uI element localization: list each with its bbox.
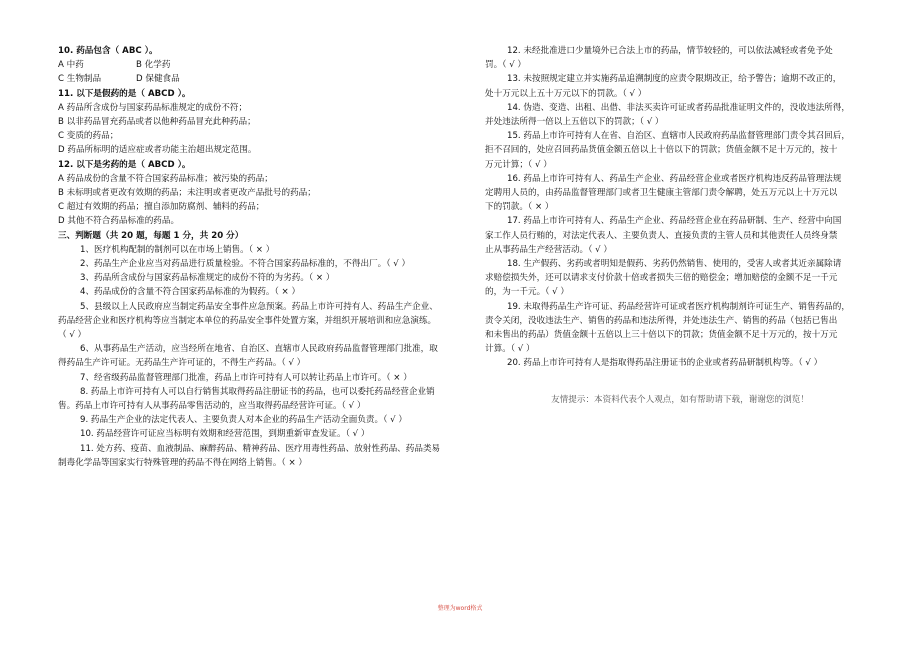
text-line: 定聘用人员的，由药品监督管理部门或者卫生健康主管部门责令解聘，处五万元以上十万元以 [485, 188, 838, 199]
footer-note: 整理为word格式 [437, 605, 483, 612]
text-line: 处十万元以上五十万元以下的罚款。（ √ ） [485, 88, 647, 99]
option-text: B 化学药 [136, 60, 171, 71]
text-line: 的，为一千元。（ √ ） [485, 287, 569, 298]
text-line: 责令关闭，没收违法生产、销售的药品和违法所得，并处违法生产、销售的药品（包括已售出 [485, 315, 838, 326]
text-line: D 其他不符合药品标准的药品。 [58, 216, 180, 227]
text-line: C 变质的药品； [58, 131, 119, 142]
text-line: 18. 生产假药、劣药或者明知是假药、劣药仍然销售、使用的，受害人或者其近亲属除请 [507, 259, 842, 270]
text-line: 止从事药品生产经营活动。（ √ ） [485, 244, 612, 255]
text-line: D 药品所标明的适应症或者功能主治超出规定范围。 [58, 145, 257, 156]
text-line: 下的罚款。（ × ） [485, 202, 554, 213]
text-line: 9. 药品生产企业的法定代表人、主要负责人对本企业的药品生产活动全面负责。（ √ ） [80, 415, 407, 426]
text-line: 6、从事药品生产活动，应当经所在地省、自治区、直辖市人民政府药品监督管理部门批准，取 [80, 344, 438, 355]
text-line: 2、药品生产企业应当对药品进行质量检验。不符合国家药品标准的，不得出厂。（ √ ） [80, 259, 411, 270]
text-line: 5、县级以上人民政府应当制定药品安全事件应急预案。药品上市许可持有人、药品生产企业、 [80, 301, 438, 312]
text-line: B 以非药品冒充药品或者以他种药品冒充此种药品； [58, 117, 256, 128]
section-heading: 12. 以下是劣药的是（ ABCD ）。 [58, 159, 191, 170]
text-line: 15. 药品上市许可持有人在省、自治区、直辖市人民政府药品监督管理部门责令其召回后， [507, 131, 850, 142]
friendly-tip: 友情提示：本资料代表个人观点，如有帮助请下载，谢谢您的浏览！ [551, 394, 809, 405]
text-line: 16. 药品上市许可持有人、药品生产企业、药品经营企业或者医疗机构违反药品管理法规 [507, 173, 842, 184]
text-line: 制毒化学品等国家实行特殊管理的药品不得在网络上销售。（ × ） [58, 457, 307, 468]
text-line: 3、药品所含成份与国家药品标准规定的成份不符的为劣药。（ × ） [80, 273, 335, 284]
left-column [58, 44, 478, 470]
text-line: B 未标明或者更改有效期的药品；未注明或者更改产品批号的药品； [58, 188, 316, 199]
option-text: A 中药 [58, 60, 84, 71]
text-line: 得药品生产许可证。无药品生产许可证的，不得生产药品。（ √ ） [58, 358, 306, 369]
text-line: 求赔偿损失外，还可以请求支付价款十倍或者损失三倍的赔偿金；增加赔偿的金额不足一千元 [485, 273, 838, 284]
option-row [58, 72, 478, 86]
section-heading: 11. 以下是假药的是（ ABCD ）。 [58, 88, 191, 99]
text-line: 11. 处方药、疫苗、血液制品、麻醉药品、精神药品、医疗用毒性药品、放射性药品、药品类易 [80, 443, 441, 454]
text-line: 7、经省级药品监督管理部门批准，药品上市许可持有人可以转让药品上市许可。（ × ） [80, 372, 412, 383]
text-line: 并处违法所得一倍以上五倍以下的罚款；（ √ ） [485, 117, 664, 128]
text-line: 万元计算；（ √ ） [485, 159, 552, 170]
text-line: 19. 未取得药品生产许可证、药品经营许可证或者医疗机构制剂许可证生产、销售药品的， [507, 301, 850, 312]
text-line: 12. 未经批准进口少量境外已合法上市的药品，情节较轻的，可以依法减轻或者免予处 [507, 46, 833, 56]
text-line: A 药品所含成份与国家药品标准规定的成份不符； [58, 102, 248, 113]
option-text: D 保健食品 [136, 74, 180, 85]
option-row [58, 58, 478, 72]
text-line: 20. 药品上市许可持有人是指取得药品注册证书的企业或者药品研制机构等。（ √ ） [507, 358, 823, 369]
text-line: 10. 药品经营许可证应当标明有效期和经营范围，到期重新审查发证。（ √ ） [80, 429, 370, 440]
text-line: 拒不召回的，处应召回药品货值金额五倍以上十倍以下的罚款；货值金额不足十万元的，按十 [485, 145, 838, 156]
text-line: 17. 药品上市许可持有人、药品生产企业、药品经营企业在药品研制、生产、经营中向国 [507, 216, 842, 227]
text-line: 罚。（ √ ） [485, 60, 527, 71]
text-line: C 超过有效期的药品；擅自添加防腐剂、辅料的药品； [58, 202, 265, 213]
text-line: 4、药品成份的含量不符合国家药品标准的为假药。（ × ） [80, 287, 301, 298]
text-line: 药品经营企业和医疗机构等应当制定本单位的药品安全事件处置方案，并组织开展培训和应急演练。 [58, 315, 437, 326]
right-column [485, 44, 875, 407]
text-line: 售。药品上市许可持有人从事药品零售活动的，应当取得药品经营许可证。（ √ ） [58, 401, 366, 412]
section-heading: 10. 药品包含（ ABC ）。 [58, 46, 158, 56]
text-line: 和未售出的药品）货值金额十五倍以上三十倍以下的罚款；货值金额不足十万元的，按十万元 [485, 330, 838, 341]
text-line: 1、医疗机构配制的制剂可以在市场上销售。（ × ） [80, 244, 275, 255]
section-heading: 三、判断题（共 20 题，每题 1 分，共 20 分） [58, 230, 244, 241]
text-line: 13. 未按照规定建立并实施药品追溯制度的应责令限期改正，给予警告；逾期不改正的， [507, 74, 842, 85]
text-line: 14. 伪造、变造、出租、出借、非法买卖许可证或者药品批准证明文件的，没收违法所得， [507, 102, 850, 113]
text-line: （ √ ） [58, 330, 87, 341]
option-text: C 生物制品 [58, 74, 102, 85]
text-line: A 药品成份的含量不符合国家药品标准；被污染的药品； [58, 173, 273, 184]
text-line: 家工作人员行贿的，对法定代表人、主要负责人、直接负责的主管人员和其他责任人员终身禁 [485, 230, 838, 241]
text-line: 8. 药品上市许可持有人可以自行销售其取得药品注册证书的药品，也可以委托药品经营企业销 [80, 386, 435, 397]
text-line: 计算。（ √ ） [485, 344, 535, 355]
spacer [485, 371, 875, 379]
